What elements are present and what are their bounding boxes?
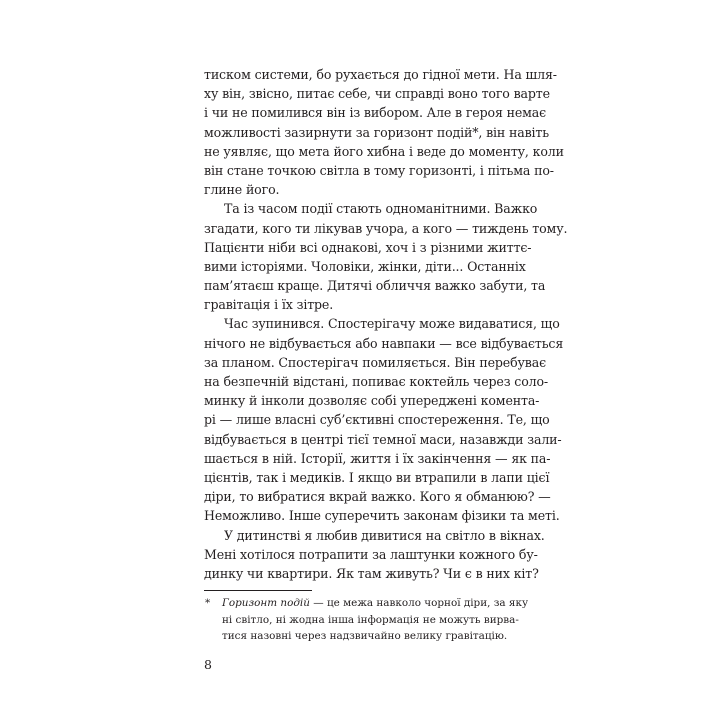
text-line: нічого не відбувається або навпаки — все відбувається [204,335,564,351]
text-line: цієнтів, так і медиків. І якщо ви втрапили в лапи цієї [204,469,550,485]
footnote-divider [204,590,312,591]
text-line: гравітація і їх зітре. [204,297,334,313]
text-line: рі — лише власні суб’єктивні спостереження. Те, що [204,412,550,428]
text-line: тиском системи, бо рухається до гідної мети. На шля- [204,67,557,82]
footnote-term: Горизонт подій [222,597,310,609]
text-line: Час зупинився. Спостерігачу може видаватися, що [224,316,560,332]
text-line: він стане точкою світла в тому горизонті, і пітьма по- [204,162,554,178]
text-line: згадати, кого ти лікував учора, а кого — тиждень тому. [204,220,568,236]
text-line: ху він, звісно, питає себе, чи справді воно того варте [204,86,550,102]
text-line: Пацієнти ніби всі однакові, хоч і з різними життє- [204,239,532,255]
text-line: за планом. Спостерігач помиляється. Він перебуває [204,354,546,370]
text-line: глине його. [204,182,280,198]
footnote-line: Горизонт подій — це межа навколо чорної діри, за яку [222,597,529,609]
text-line: діри, то вибратися вкрай важко. Кого я обманюю? — [204,489,551,505]
text-line: динку чи квартири. Як там живуть? Чи є в них кіт? [204,565,539,581]
text-line: Та із часом події стають одноманітними. Важко [224,201,538,217]
text-line: пам’ятаєш краще. Дитячі обличчя важко забути, та [204,278,546,294]
page-number: 8 [204,657,212,672]
text-line: минку й інколи дозволяє собі упереджені коментa- [204,393,540,409]
text-line: Мені хотілося потрапити за лаштунки кожного бу- [204,546,538,562]
text-line: шається в ній. Історії, життя і їх закінчення — як па- [204,450,551,466]
text-line: на безпечній відстані, попиває коктейль через соло- [204,374,549,389]
text-line: вими історіями. Чоловіки, жінки, діти... Останніх [204,258,526,274]
text-line: можливості зазирнути за горизонт подій*, він навіть [204,124,549,140]
body-text [204,65,568,583]
text-line: і чи не помилився він із вибором. Але в героя немає [204,105,547,121]
footnote-mark: * [205,597,211,609]
footnote-line: ні світло, ні жодна інша інформація не можуть вирва- [222,613,519,626]
footnote-line: тися назовні через надзвичайно велику гравітацію. [222,630,508,642]
text-line: відбувається в центрі тієї темної маси, назавжди зали- [204,431,562,447]
text-line: не уявляє, що мета його хибна і веде до моменту, коли [204,143,564,159]
text-line: Неможливо. Інше суперечить законам фізики та меті. [204,508,560,524]
text-line: У дитинстві я любив дивитися на світло в вікнах. [224,527,545,543]
footnote [204,595,529,645]
